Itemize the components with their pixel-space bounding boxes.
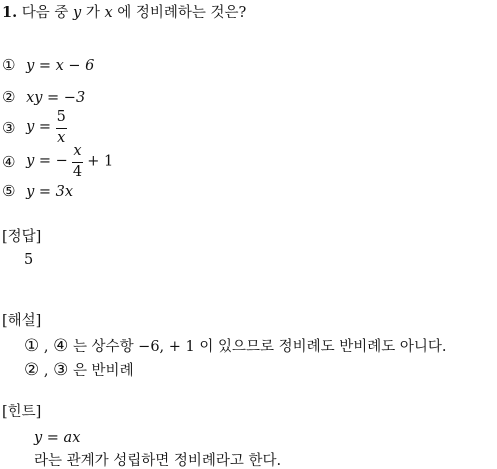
option-rhs: + 1 — [87, 153, 114, 170]
question-var-y: y — [73, 5, 82, 21]
fraction-numerator: 5 — [56, 110, 67, 129]
fraction — [72, 144, 82, 181]
fraction — [56, 110, 67, 147]
explanation-marker: ② — [24, 360, 40, 380]
fraction-denominator: 4 — [72, 163, 83, 180]
explanation-text: 은 반비례 — [72, 363, 134, 379]
explanation-separator: , — [43, 363, 49, 379]
explanation-marker: ③ — [53, 360, 69, 380]
option-marker: ④ — [2, 153, 16, 172]
question-text-after: 에 정비례하는 것은? — [117, 5, 247, 21]
fraction-numerator: x — [72, 144, 82, 163]
answer-header: [정답] — [2, 229, 42, 245]
option-marker: ⑤ — [2, 182, 16, 200]
option-2 — [2, 90, 85, 106]
fraction-denominator: x — [57, 129, 66, 146]
explanation-line-1 — [24, 338, 447, 355]
question-text-mid: 가 — [85, 5, 100, 21]
option-5 — [2, 184, 73, 200]
option-4 — [2, 144, 113, 181]
option-expression: xy = −3 — [26, 90, 86, 106]
explanation-marker: ④ — [53, 336, 69, 356]
option-expression: y = x − 6 — [26, 58, 95, 74]
hint-text: 라는 관계가 성립하면 정비례라고 한다. — [34, 453, 282, 469]
question-var-x: x — [104, 5, 113, 21]
explanation-line-2 — [24, 362, 134, 379]
option-lhs: y = − — [26, 153, 68, 170]
option-lhs: y = — [26, 119, 56, 136]
hint-header: [힌트] — [2, 404, 42, 420]
hint-formula: y = ax — [34, 430, 81, 446]
option-marker: ② — [2, 88, 16, 106]
option-marker: ① — [2, 56, 16, 74]
option-marker: ③ — [2, 119, 16, 138]
explanation-separator: , — [43, 339, 49, 355]
question-text-before: 다음 중 — [21, 5, 69, 21]
option-3 — [2, 110, 67, 147]
explanation-marker: ① — [24, 336, 40, 356]
question-number: 1. — [2, 4, 18, 21]
question-line — [2, 6, 246, 21]
option-expression: y = 3x — [26, 184, 74, 200]
answer-value: 5 — [24, 252, 34, 268]
explanation-text: 는 상수항 −6, + 1 이 있으므로 정비례도 반비례도 아니다. — [72, 339, 447, 355]
explanation-header: [해설] — [2, 313, 42, 329]
option-1 — [2, 58, 94, 74]
